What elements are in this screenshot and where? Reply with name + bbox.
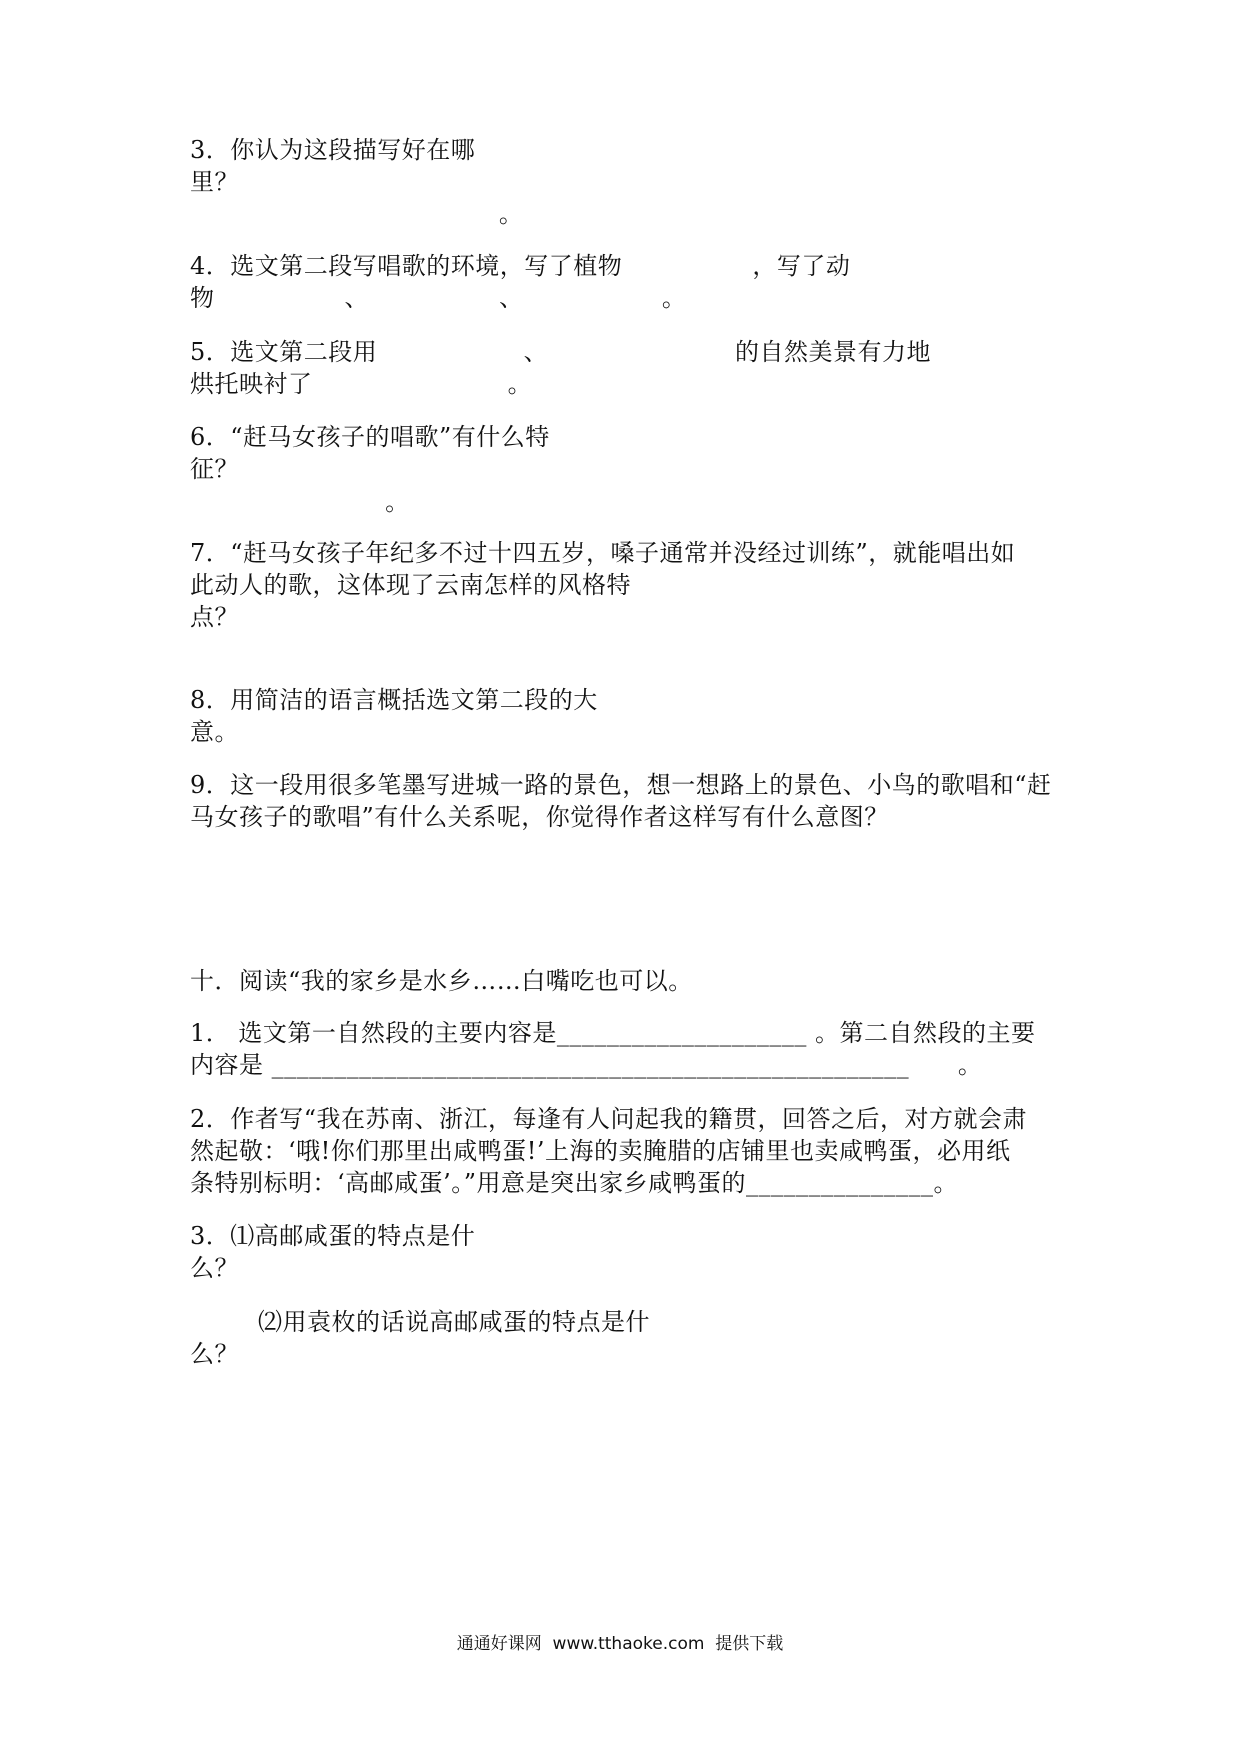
- q7-line-3: 点？: [190, 603, 239, 631]
- q3-line-1: 3．你认为这段描写好在哪: [190, 136, 476, 164]
- footer-download-note: 通通好课网 www.tthaoke.com 提供下载: [456, 1634, 784, 1654]
- s10-q2-line-2: 然起敬：‘哦!你们那里出咸鸭蛋!’上海的卖腌腊的店铺里也卖咸鸭蛋，必用纸: [190, 1137, 1011, 1165]
- s10-q3b-line-2: 么？: [190, 1340, 239, 1368]
- q4-line-2: 物 、 、 。: [190, 284, 687, 312]
- q8-line-2: 意。: [190, 718, 239, 746]
- q6-line-2: 征？: [190, 455, 239, 483]
- q6-line-3: 。: [190, 488, 410, 516]
- q7-line-1: 7．“赶马女孩子年纪多不过十四五岁，嗓子通常并没经过训练”，就能唱出如: [190, 539, 1016, 567]
- q6-line-1: 6．“赶马女孩子的唱歌”有什么特: [190, 423, 550, 451]
- s10-q3a-line-1: 3．⑴高邮咸蛋的特点是什: [190, 1222, 476, 1250]
- q4-line-1: 4．选文第二段写唱歌的环境，写了植物 ，写了动: [190, 252, 851, 280]
- s10-q3b-line-1: ⑵用袁枚的话说高邮咸蛋的特点是什: [258, 1308, 650, 1336]
- q9-line-2: 马女孩子的歌唱”有什么关系呢，你觉得作者这样写有什么意图？: [190, 803, 889, 831]
- q3-line-2: 里？: [190, 168, 239, 196]
- section-10-heading: 十．阅读“我的家乡是水乡……白嘴吃也可以。: [190, 967, 693, 995]
- s10-q1-line-1: 1． 选文第一自然段的主要内容是____________________ 。第二自然段的主要: [190, 1019, 1036, 1047]
- q5-line-1: 5．选文第二段用 、 的自然美景有力地: [190, 338, 932, 366]
- s10-q3a-line-2: 么？: [190, 1254, 239, 1282]
- s10-q2-line-1: 2．作者写“我在苏南、浙江，每逢有人问起我的籍贯，回答之后，对方就会肃: [190, 1105, 1028, 1133]
- q9-line-1: 9．这一段用很多笔墨写进城一路的景色，想一想路上的景色、小鸟的歌唱和“赶: [190, 771, 1052, 799]
- q5-line-2: 烘托映衬了 。: [190, 370, 533, 398]
- q8-line-1: 8．用简洁的语言概括选文第二段的大: [190, 686, 598, 714]
- s10-q2-line-3: 条特别标明：‘高邮咸蛋’。”用意是突出家乡咸鸭蛋的_______________。: [190, 1169, 959, 1197]
- q3-line-3: 。: [190, 200, 524, 228]
- q7-line-2: 此动人的歌，这体现了云南怎样的风格特: [190, 571, 631, 599]
- s10-q1-line-2: 内容是 ___________________________________________________ 。: [190, 1051, 983, 1079]
